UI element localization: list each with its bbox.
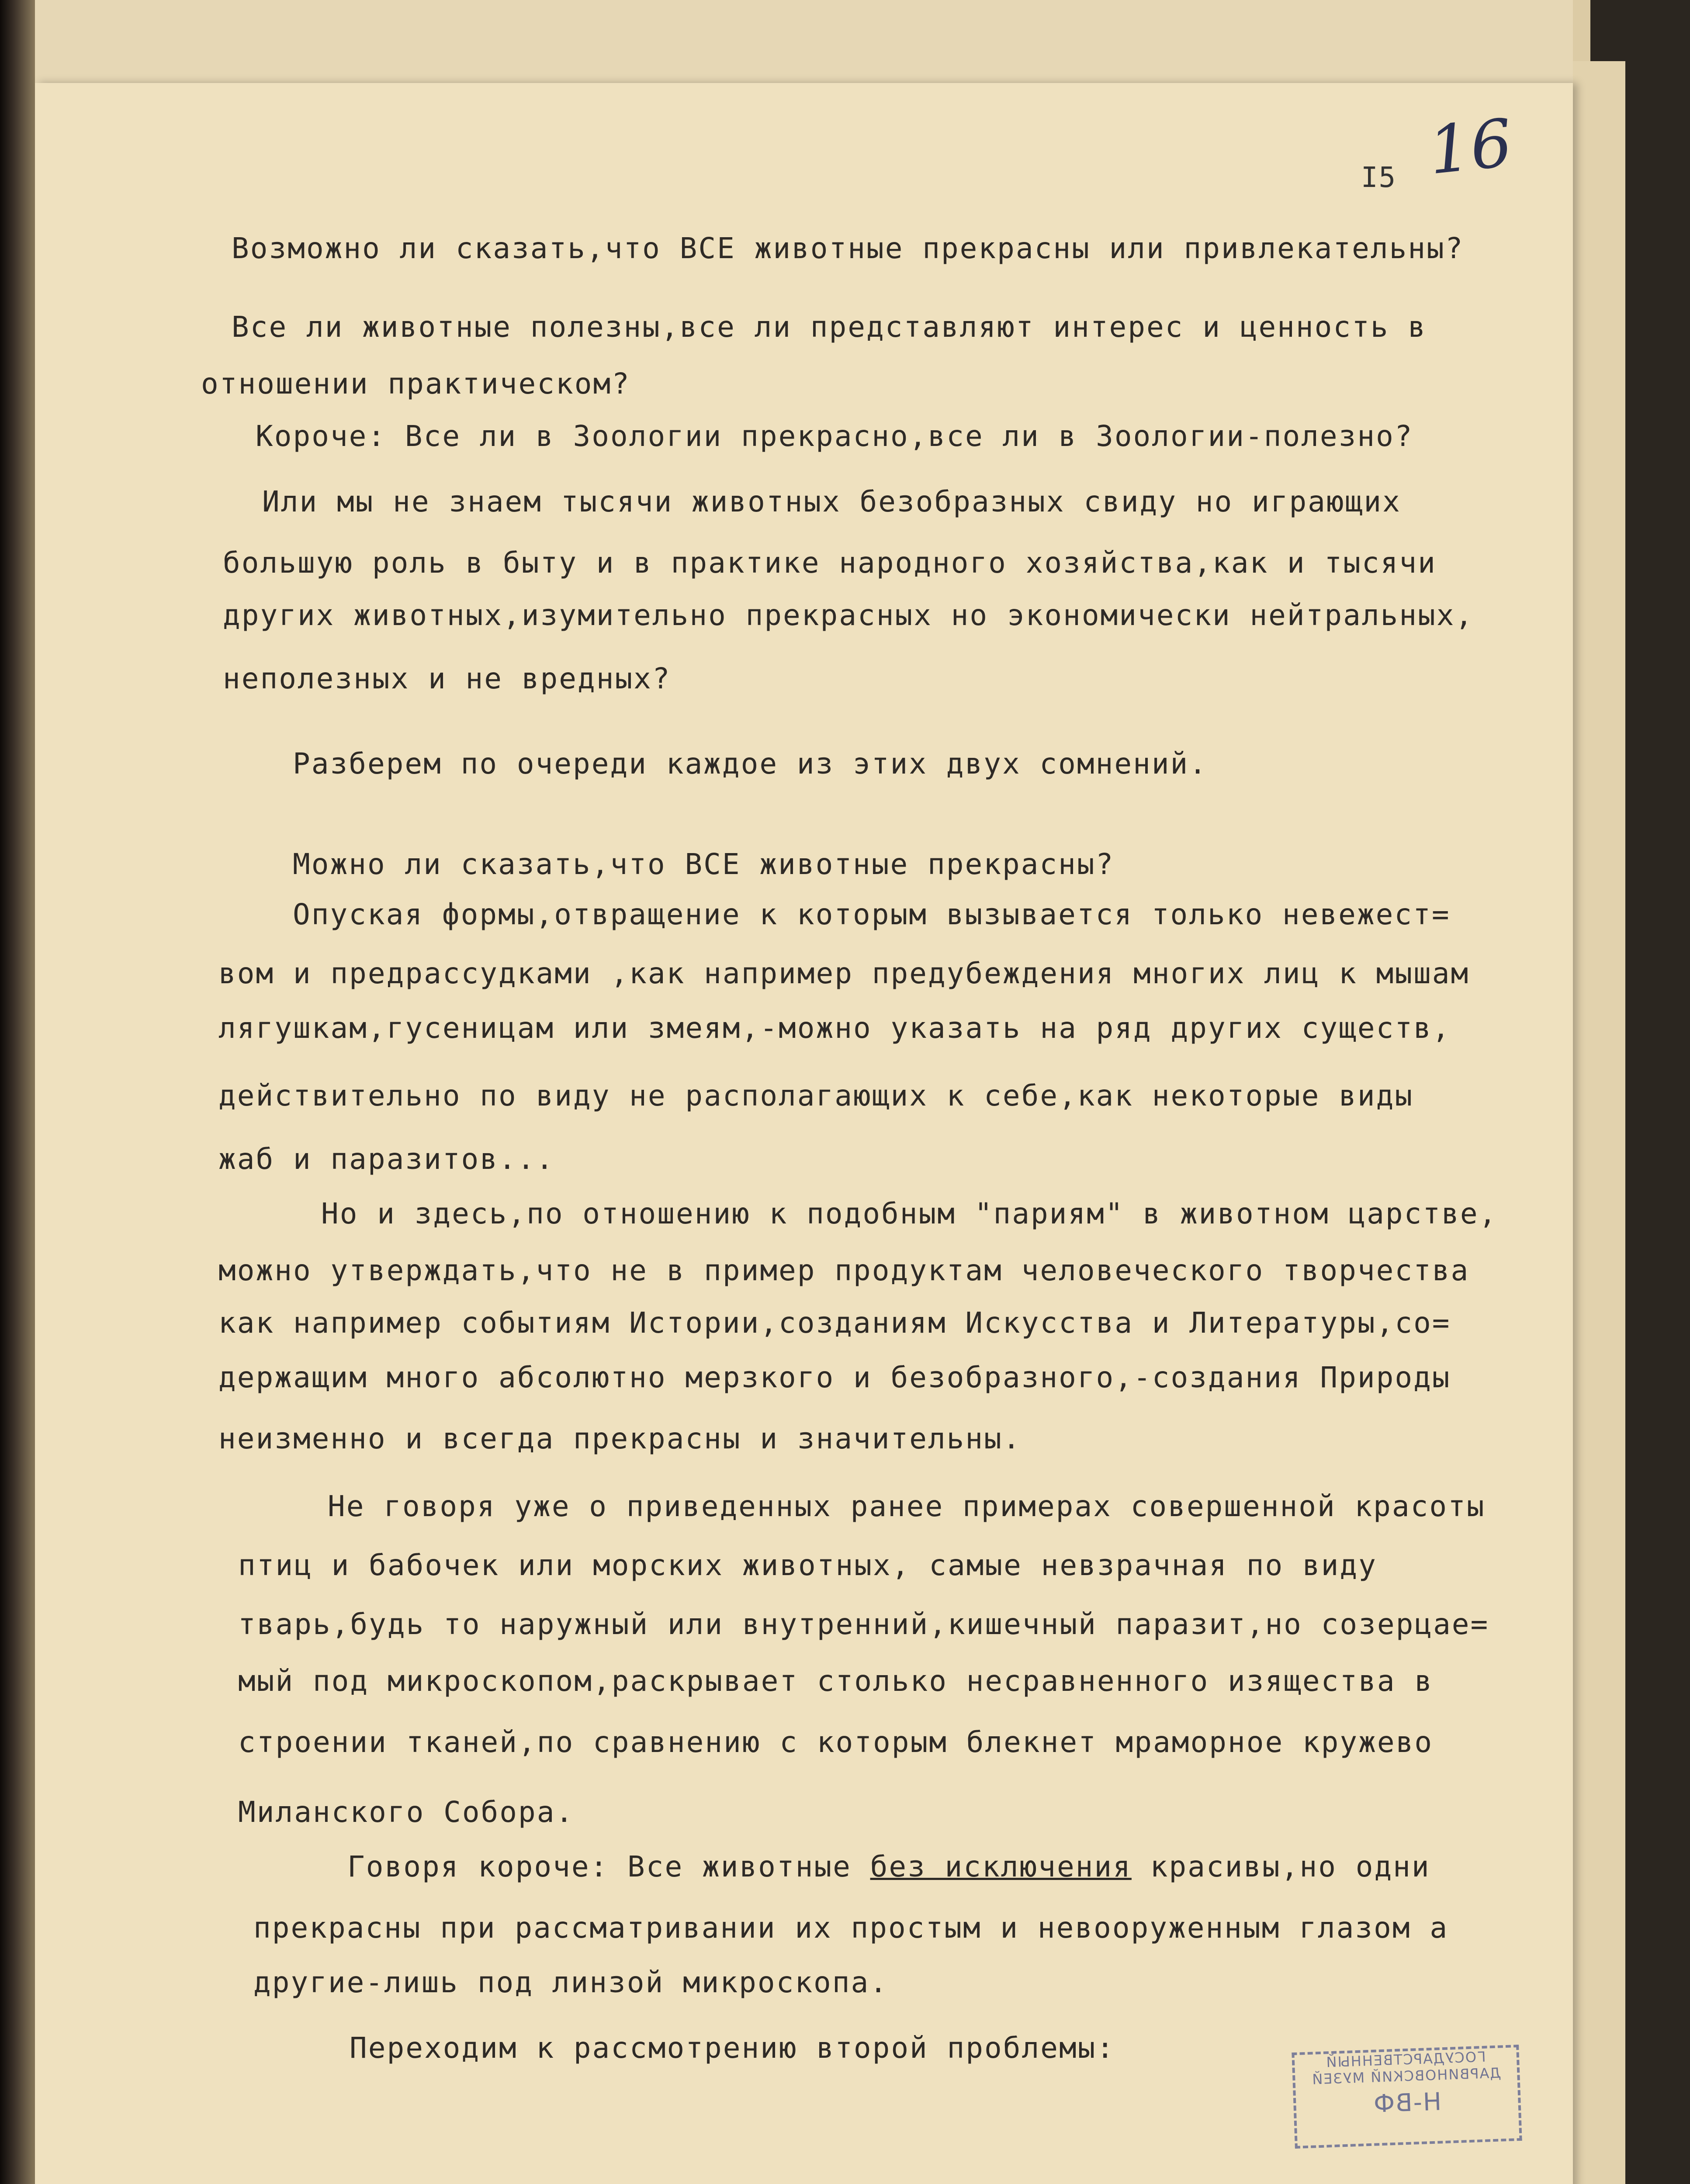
text-line: можно утверждать,что не в пример продуктам человеческого творчества bbox=[218, 1254, 1470, 1287]
text-line: других животных,изумительно прекрасных но экономически нейтральных, bbox=[223, 598, 1474, 632]
text-line: строении тканей,по сравнению с которым блекнет мраморное кружево bbox=[238, 1725, 1434, 1759]
text-line: птиц и бабочек или морских животных, самые невзрачная по виду bbox=[238, 1548, 1377, 1582]
text-line: Или мы не знаем тысячи животных безобразных свиду но играющих bbox=[262, 485, 1401, 518]
text-segment: красивы,но одни bbox=[1131, 1850, 1430, 1883]
text-line: Переходим к рассмотрению второй проблемы: bbox=[350, 2031, 1115, 2065]
stamp-line: ГОСУДАРСТВЕННЫЙ bbox=[1325, 2048, 1486, 2071]
text-line: прекрасны при рассматривании их простым и невооруженным глазом а bbox=[253, 1911, 1449, 1945]
text-line: другие-лишь под линзой микроскопа. bbox=[253, 1966, 889, 1999]
text-line: Возможно ли сказать,что ВСЕ животные прекрасны или привлекательны? bbox=[232, 232, 1464, 265]
stamp-line: Н-ВФ bbox=[1372, 2087, 1442, 2118]
text-line: Опуская формы,отвращение к которым вызывается только невежест= bbox=[293, 898, 1451, 931]
text-line: Миланского Собора. bbox=[238, 1795, 575, 1829]
text-line: Все ли животные полезны,все ли представляют интерес и ценность в bbox=[232, 310, 1427, 344]
text-line: вом и предрассудками ,как например предубеждения многих лиц к мышам bbox=[218, 957, 1470, 990]
stamp-line: ДАРВИНОВСКИЙ МУЗЕЙ bbox=[1311, 2064, 1501, 2088]
text-line: держащим много абсолютно мерзкого и безобразного,-создания Природы bbox=[218, 1361, 1451, 1394]
underlined-text: без исключения bbox=[870, 1850, 1132, 1883]
text-line: жаб и паразитов... bbox=[218, 1142, 555, 1176]
text-line: Можно ли сказать,что ВСЕ животные прекрасны? bbox=[293, 847, 1115, 881]
archive-stamp bbox=[1292, 2045, 1522, 2149]
text-line: действительно по виду не располагающих к себе,как некоторые виды bbox=[218, 1079, 1414, 1113]
text-line: тварь,будь то наружный или внутренний,кишечный паразит,но созерцае= bbox=[238, 1607, 1489, 1641]
text-line: большую роль в быту и в практике народного хозяйства,как и тысячи bbox=[223, 546, 1437, 580]
archive-number: 16 bbox=[1425, 105, 1516, 190]
text-segment: Говоря короче: Все животные bbox=[347, 1850, 870, 1883]
text-line: неполезных и не вредных? bbox=[223, 662, 671, 695]
text-line-emphasis bbox=[347, 1850, 1430, 1883]
text-line: Разберем по очереди каждое из этих двух сомнений. bbox=[293, 747, 1208, 781]
page-number: I5 bbox=[1361, 162, 1397, 194]
text-line: как например событиям Истории,созданиям Искусства и Литературы,со= bbox=[218, 1306, 1451, 1340]
text-line: мый под микроскопом,раскрывает столько несравненного изящества в bbox=[238, 1664, 1434, 1698]
text-line: Не говоря уже о приведенных ранее примерах совершенной красоты bbox=[328, 1489, 1486, 1523]
text-line: лягушкам,гусеницам или змеям,-можно указать на ряд других существ, bbox=[218, 1011, 1451, 1045]
text-line: Короче: Все ли в Зоологии прекрасно,все ли в Зоологии-полезно? bbox=[256, 419, 1413, 453]
text-line: Но и здесь,по отношению к подобным "париям" в животном царстве, bbox=[321, 1197, 1498, 1230]
binding-edge bbox=[0, 0, 35, 2184]
text-line: отношении практическом? bbox=[201, 367, 630, 401]
text-line: неизменно и всегда прекрасны и значительны. bbox=[218, 1422, 1022, 1455]
